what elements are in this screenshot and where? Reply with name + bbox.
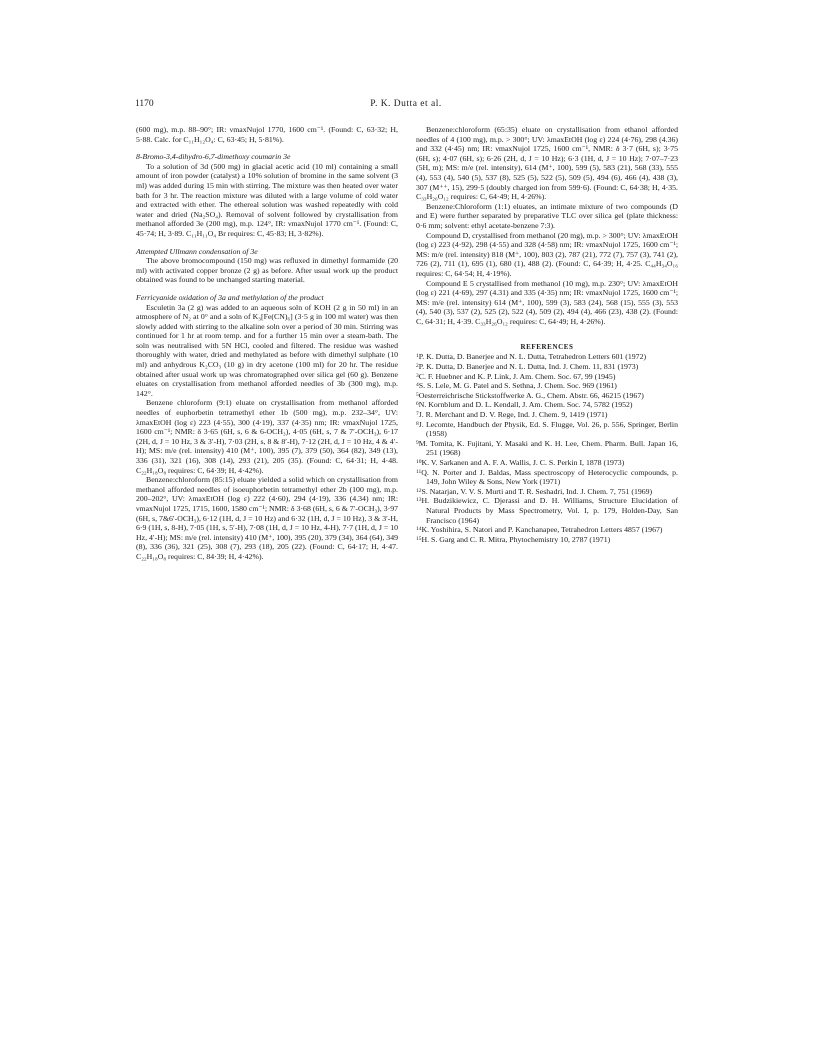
- body-paragraph: Benzene:Chloroform (1:1) eluates, an intimate mixture of two compounds (D and E) were further separated by preparative TLC over silica gel (plate thickness: 0·6 mm; solvent: ethyl acetate-benzene 7:3).: [416, 201, 678, 230]
- reference-item: [416, 439, 678, 458]
- reference-text: H. S. Garg and C. R. Mitra, Phytochemistry 10, 2787 (1971): [421, 534, 611, 544]
- reference-text: H. Budzikiewicz, C. Djerassi and D. H. Williams, Structure Elucidation of Natural Products by Mass Spectrometry, Vol. I, p. 179, Holden-Day, San Francisco (1964): [421, 496, 678, 525]
- reference-item: [416, 372, 678, 382]
- reference-number: 14: [416, 526, 422, 533]
- reference-item: [416, 352, 678, 362]
- body-paragraph: Benzene:chloroform (65:35) eluate on crystallisation from ethanol afforded needles of 4 (100 mg), m.p. > 300°; UV: λmaxEtOH (log ε) 224 (4·76), 298 (4.36) and 332 (4·45) nm; IR: νmaxNujol 1725, 1600 cm⁻¹, NMR: δ 3·7 (6H, s); 3·75 (6H, s); 4·07 (6H, s); 6·26 (2H, d, J = 10 Hz); 6·3 (1H, d, J = 10 Hz); 7·07–7·23 (5H, m); MS: m/e (rel. intensity), 614 (M⁺, 100), 599 (5), 583 (21), 568 (33), 555 (4), 553 (4), 540 (5), 537 (8), 525 (5), 522 (5), 509 (5), 494 (6), 466 (4), 438 (3), 307 (M⁺⁺, 15), 299·5 (doubly charged ion from 599·6). (Found: C, 64·38; H, 4·35. C₃₃H₂₆O₁₂ requires: C, 64·49; H, 4·26%).: [416, 125, 678, 202]
- section-heading: Ferricyanide oxidation of 3a and methylation of the product: [136, 292, 324, 302]
- reference-number: 7: [416, 411, 419, 418]
- reference-item: [416, 400, 678, 410]
- reference-item: [416, 420, 678, 439]
- reference-number: 15: [416, 535, 422, 542]
- reference-text: C. F. Huebner and K. P. Link, J. Am. Chem. Soc. 67, 99 (1945): [418, 371, 616, 381]
- reference-text: S. Natarjan, V. V. S. Murti and T. R. Seshadri, Ind. J. Chem. 7, 751 (1969): [421, 486, 653, 496]
- paragraph-gap: [416, 334, 678, 342]
- reference-number: 6: [416, 401, 419, 408]
- body-paragraph: (600 mg), m.p. 88–90°; IR: νmaxNujol 1770, 1600 cm⁻¹. (Found: C, 63·32; H, 5·88. Calc. for C₁₁H₁₂O₄: C, 63·45; H, 5·81%).: [136, 125, 398, 144]
- reference-number: 13: [416, 497, 422, 504]
- reference-text: M. Tomita, K. Fujitani, Y. Masaki and K. H. Lee, Chem. Pharm. Bull. Japan 16, 251 (1968): [418, 438, 678, 458]
- body-paragraph: Benzene chloroform (9:1) eluate on crystallisation from methanol afforded needles of euphorbetin tetramethyl ether 1b (500 mg), m.p. 232–34°, UV: λmaxEtOH (log ε) 223 (4·55), 300 (4·19), 337 (4·35) nm; IR: νmaxNujol 1725, 1600 cm⁻¹; NMR: δ 3·65 (6H, s, 6 & 6-OCH₃), 4·05 (6H, s, 7 & 7′-OCH₃), 6·17 (2H, d, J = 10 Hz, 3 & 3′-H), 7·03 (2H, s, 8 & 8′-H), 7·12 (2H, d, J = 10 Hz, 4 & 4′-H); MS: m/e (rel. intensity) 410 (M⁺, 100), 395 (7), 379 (50), 364 (82), 349 (13), 336 (31), 321 (16), 308 (14), 293 (21), 205 (35). (Found: C, 64·31; H, 4·48. C₂₂H₁₈O₈ requires: C, 64·39; H, 4·42%).: [136, 398, 398, 475]
- reference-number: 10: [416, 459, 422, 465]
- reference-number: 5: [416, 391, 419, 398]
- reference-item: [416, 468, 678, 487]
- reference-item: [416, 458, 678, 468]
- body-paragraph: Compound D, crystallised from methanol (20 mg), m.p. > 300°; UV: λmaxEtOH (log ε) 223 (4·92), 298 (4·55) and 328 (4·58) nm; IR: νmaxNujol 1725, 1600 cm⁻¹; MS: m/e (rel. intensity) 818 (M⁺, 100), 803 (2), 787 (21), 772 (7), 757 (3), 741 (2), 726 (2), 711 (1), 695 (1), 680 (1), 488 (2). (Found: C, 64·39; H, 4·25. C₄₄H₃₄O₁₆ requires: C, 64·54; H, 4·19%).: [416, 230, 678, 278]
- right-column-body: [416, 125, 678, 342]
- reference-text: P. K. Dutta, D. Banerjee and N. L. Dutta, Ind. J. Chem. 11, 831 (1973): [418, 362, 639, 372]
- paragraph-gap: [416, 326, 678, 334]
- paragraph-gap: [136, 239, 398, 247]
- reference-number: 11: [416, 468, 422, 475]
- right-column: [416, 125, 678, 544]
- left-column: [136, 125, 398, 562]
- reference-text: Oesterreichrische Stickstoffwerke A. G., Chem. Abstr. 66, 46215 (1967): [418, 390, 644, 400]
- reference-number: 1: [416, 353, 419, 360]
- section-heading: Attempted Ullmann condensation of 3e: [136, 246, 258, 256]
- reference-text: N. Kornblum and D. L. Kendall, J. Am. Chem. Soc. 74, 5782 (1952): [418, 400, 633, 410]
- running-head: P. K. Dutta et al.: [370, 99, 442, 109]
- reference-item: [416, 391, 678, 401]
- page-number: 1170: [135, 99, 154, 109]
- reference-number: 4: [416, 382, 419, 389]
- reference-item: [416, 362, 678, 372]
- reference-item: [416, 487, 678, 497]
- reference-text: Q. N. Porter and J. Baldas, Mass spectroscopy of Heterocyclic compounds, p. 149, John Wiley & Sons, New York (1971): [421, 467, 678, 487]
- body-paragraph: Benzene:chloroform (85:15) eluate yielded a solid which on crystallisation from methanol afforded needles of isoeuphorbetin tetramethyl ether 2b (100 mg), m.p. 200–202°, UV: λmaxEtOH (log ε) 222 (4·60), 294 (4·19), 336 (4.34) nm; IR: νmaxNujol 1725, 1715, 1600, 1580 cm⁻¹; NMR: δ 3·68 (6H, s, 6 & 7′-OCH₃), 3·97 (6H, s, 7&6′-OCH₃), 6·12 (1H, d, J = 10 Hz) and 6·32 (1H, d, J = 10 Hz), 3 & 3′-H, 6·9 (1H, s, 8-H), 7·05 (1H, s, 5′-H), 7·08 (1H, d, J = 10 Hz, 4-H), 7·7 (1H, d, J = 10 Hz, 4′-H); MS: m/e (rel. intensity) 410 (M⁺, 100), 395 (20), 379 (34), 364 (64), 349 (8), 336 (36), 321 (25), 308 (7), 293 (18), 205 (22). (Found: C, 64·17; H, 4·47. C₂₂H₁₈O₈ requires: C, 84·39; H, 4·42%).: [136, 475, 398, 561]
- reference-number: 12: [416, 487, 422, 494]
- reference-item: [416, 496, 678, 525]
- paragraph-gap: [136, 144, 398, 152]
- body-paragraph: Esculetin 3a (2 g) was added to an aqueous soln of KOH (2 g in 50 ml) in an atmosphere of N₂ at 0° and a soln of K₃[Fe(CN)₆] (3·5 g in 100 ml water) was then slowly added with stirring to the alkaline soln over a period of 30 min. Stirring was continued for 1 hr at room temp. and for a further 15 min over a steam-bath. The soln was neutralised with 5N HCl, cooled and filtered. The residue was washed thoroughly with water, dried and methylated as before with dimethyl sulphate (10 ml) and anhydrous K₂CO₃ (10 g) in dry acetone (100 ml) for 20 hr. The residue obtained after usual work up was chromatographed over silica gel (60 g). Benzene eluates on crystallisation from methanol afforded needles of 3b (300 mg), m.p. 142°.: [136, 302, 398, 398]
- reference-text: J. Lecomte, Handbuch der Physik, Ed. S. Flugge, Vol. 26, p. 556, Springer, Berlin (1958): [418, 419, 678, 439]
- reference-item: [416, 535, 678, 545]
- reference-number: 3: [416, 372, 419, 379]
- section-heading: 8-Bromo-3,4-dihydro-6,7-dimethoxy coumarin 3e: [136, 152, 291, 162]
- reference-number: 2: [416, 363, 419, 370]
- reference-text: J. R. Merchant and D. V. Rege, Ind. J. Chem. 9, 1419 (1971): [418, 410, 608, 420]
- paragraph-gap: [136, 285, 398, 293]
- reference-text: P. K. Dutta, D. Banerjee and N. L. Dutta, Tetrahedron Letters 601 (1972): [418, 352, 647, 362]
- reference-text: K. V. Sarkanen and A. F. A. Wallis, J. C. S. Perkin I, 1878 (1973): [421, 458, 625, 467]
- body-paragraph: Compound E 5 crystallised from methanol (10 mg), m.p. 230°; UV: λmaxEtOH (log ε) 221 (4·69), 297 (4.31) and 335 (4·35) nm; IR: νmaxNujol 1725, 1600 cm⁻¹; MS: m/e (rel. intensity) 614 (M⁺, 100), 599 (3), 583 (24), 568 (15), 555 (3), 553 (4), 540 (3), 537 (2), 525 (2), 522 (4), 509 (2), 494 (4), 466 (23), 438 (2). (Found: C, 64·31; H, 4·39. C₃₃H₂₆O₁₂ requires: C, 64·49; H, 4·26%).: [416, 278, 678, 326]
- body-paragraph: The above bromocompound (150 mg) was refluxed in dimethyl formamide (20 ml) with activated copper bronze (2 g) as before. After usual work up the product obtained was found to be unchanged starting material.: [136, 256, 398, 285]
- reference-item: [416, 525, 678, 535]
- page-header: [135, 99, 677, 113]
- references-heading: REFERENCES: [520, 343, 574, 352]
- references-list: [416, 352, 678, 544]
- reference-item: [416, 381, 678, 391]
- reference-text: S. S. Lele, M. G. Patel and S. Sethna, J. Chem. Soc. 969 (1961): [418, 381, 617, 391]
- reference-text: K. Yoshihira, S. Natori and P. Kanchanapee, Tetrahedron Letters 4857 (1967): [421, 525, 663, 535]
- reference-number: 8: [416, 420, 419, 427]
- reference-item: [416, 410, 678, 420]
- body-paragraph: To a solution of 3d (500 mg) in glacial acetic acid (10 ml) containing a small amount of iron powder (catalyst) a 10% solution of bromine in the same solvent (3 ml) was added during 15 min with stirring. The mixture was then heated over water bath for 3 hr. The reaction mixture was diluted with a large volume of cold water and extracted with ether. The ethereal solution was washed repeatedly with cold water and dried (Na₂SO₄). Removal of solvent followed by crystallisation from methanol afforded 3e (200 mg), m.p. 124°, IR: νmaxNujol 1770 cm⁻¹. (Found: C, 45·74; H, 3·89. C₁₁H₁₁O₄ Br requires: C, 45·83; H, 3·82%).: [136, 161, 398, 238]
- reference-number: 9: [416, 439, 419, 446]
